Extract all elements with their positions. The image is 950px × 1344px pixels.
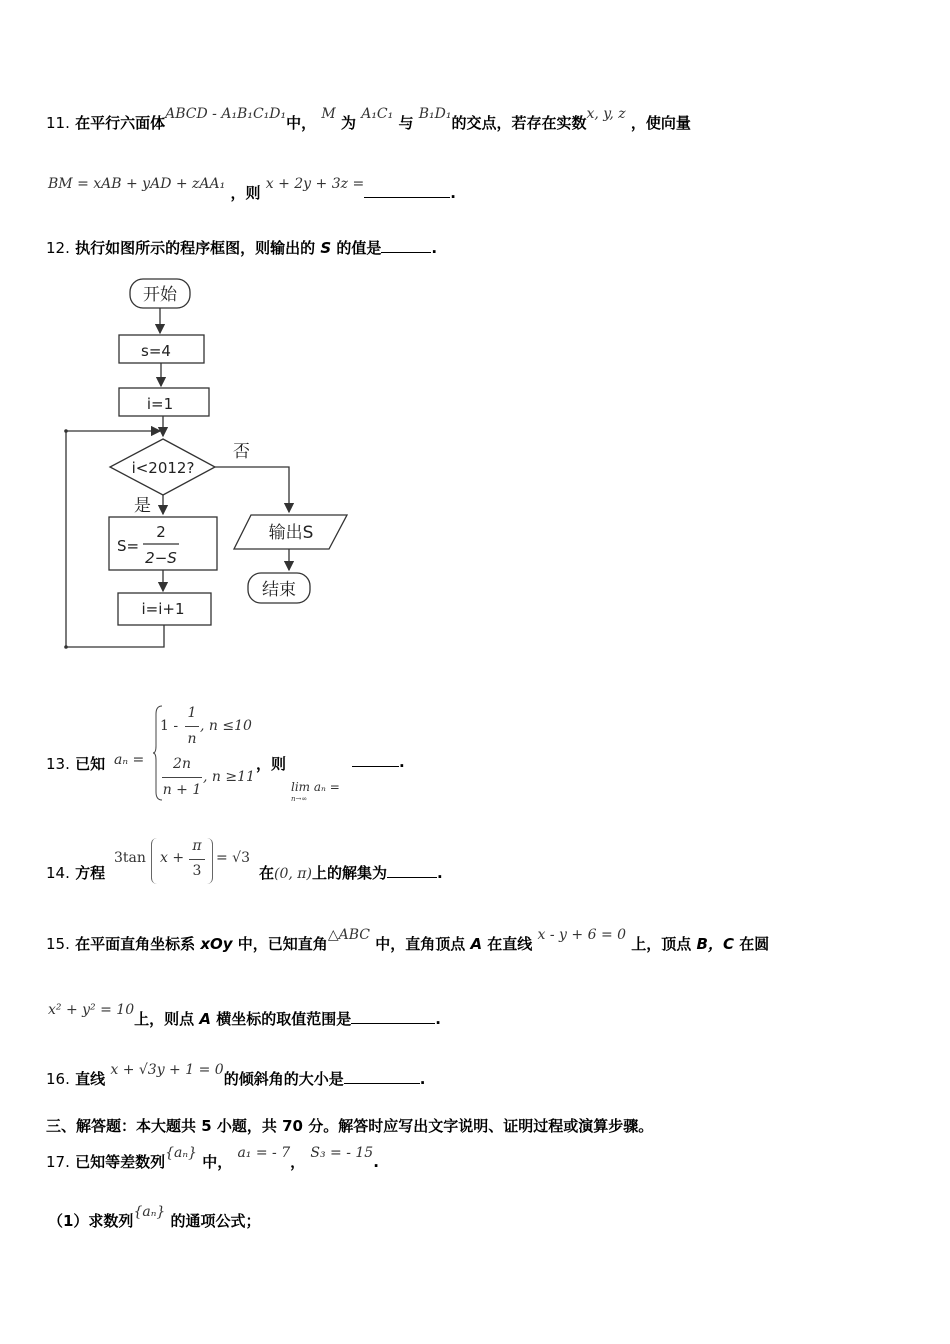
q17-line	[46, 1145, 379, 1172]
q12-text: 的值是	[336, 239, 382, 257]
q13-case2-cond: , n ≥11	[203, 769, 255, 785]
q15-number: 15.	[46, 935, 70, 953]
q15-line2	[48, 1002, 441, 1029]
q11-vector-eq: BM = xAB + yAD + zAA₁	[48, 176, 226, 192]
q17-part1	[48, 1204, 261, 1231]
q11-text: 为	[340, 114, 356, 132]
q14-tail	[259, 862, 443, 883]
q17-text: ，	[290, 1153, 306, 1171]
q14-x: x +	[160, 850, 185, 866]
q13-text: ，则	[256, 755, 287, 773]
no-label: 否	[233, 442, 250, 462]
q11-line2	[48, 176, 456, 203]
q15-text: 在圆	[739, 935, 770, 953]
fraction-numerator: 2	[156, 523, 166, 541]
answer-blank	[387, 865, 437, 878]
period: .	[399, 753, 405, 771]
q11-diagonal-1: A₁C₁	[361, 106, 394, 122]
q15-text: 在直线	[487, 935, 533, 953]
q11-text: 在平行六面体	[75, 114, 166, 132]
answer-blank	[352, 754, 399, 767]
q13-case1-num: 1	[187, 705, 197, 721]
period: .	[435, 1010, 441, 1028]
q17-text: 已知等差数列	[75, 1153, 166, 1171]
q11-text: 中，	[286, 114, 317, 132]
increment-label: i=i+1	[141, 600, 185, 618]
q11-expression: x + 2y + 3z =	[265, 176, 365, 192]
q14-text: 上的解集为	[311, 864, 387, 882]
q14-interval: (0, π)	[274, 866, 312, 882]
q11-solid: ABCD - A₁B₁C₁D₁	[165, 106, 287, 122]
q17-sequence: {aₙ}	[165, 1145, 197, 1161]
q15-text: 横坐标的取值范围是	[216, 1010, 352, 1028]
q17-text: 中，	[202, 1153, 233, 1171]
q17-a1: a₁ = - 7	[237, 1145, 291, 1161]
start-label: 开始	[143, 285, 177, 305]
fraction-bar	[189, 859, 205, 860]
yes-label: 是	[134, 496, 151, 516]
q16-number: 16.	[46, 1070, 70, 1088]
q13-limit: lim aₙ =	[291, 780, 340, 794]
q15-text: 中，直角顶点	[375, 935, 466, 953]
q17-part1-label: （1）求数列	[48, 1212, 134, 1230]
condition-label: i<2012?	[131, 459, 195, 477]
q13-an: aₙ =	[114, 752, 145, 768]
q11-diagonal-2: B₁D₁	[418, 106, 452, 122]
q13-case1-a: 1 -	[160, 718, 179, 734]
q14-rhs: = √3	[216, 850, 251, 866]
q15-text: 上，则点	[134, 1010, 195, 1028]
q12-number: 12.	[46, 239, 70, 257]
fraction-denominator: 2−S	[145, 549, 177, 567]
q17-s3: S₃ = - 15	[310, 1145, 374, 1161]
q17-number: 17.	[46, 1153, 70, 1171]
q14-text: 方程	[75, 864, 106, 882]
q11-text: ，则	[230, 184, 261, 202]
q17-part1-sequence: {aₙ}	[133, 1204, 166, 1220]
q12-text: 执行如图所示的程序框图，则输出的	[75, 239, 316, 257]
answer-blank	[364, 185, 450, 198]
output-label: 输出S	[268, 523, 314, 543]
q11-text: 的交点，若存在实数	[451, 114, 587, 132]
q14-pi-den: 3	[192, 863, 202, 879]
answer-blank	[351, 1011, 435, 1024]
q15-text: 上，顶点	[631, 935, 692, 953]
q15-triangle: △ABC	[327, 927, 370, 943]
answer-blank	[344, 1071, 420, 1084]
q14-number: 14.	[46, 864, 70, 882]
q15-a: A	[199, 1010, 211, 1028]
q16-line-eq: x + √3y + 1 = 0	[110, 1062, 224, 1078]
q13-case2-num: 2n	[173, 756, 191, 772]
q13-case1-den: n	[187, 731, 197, 747]
period: .	[419, 1070, 426, 1088]
period: .	[431, 239, 438, 257]
flowchart	[60, 273, 360, 653]
q13-then	[256, 753, 286, 774]
q15-text: 中，已知直角	[237, 935, 328, 953]
right-paren	[206, 838, 213, 884]
q11-text: 与	[398, 114, 414, 132]
q13-line	[46, 753, 105, 774]
q15-line1	[46, 927, 770, 954]
q11-text: ，使向量	[630, 114, 691, 132]
q13-number: 13.	[46, 755, 70, 773]
q15-circle-eq: x² + y² = 10	[48, 1002, 135, 1018]
q12-s: S	[320, 239, 332, 257]
fraction-bar	[162, 777, 202, 778]
q15-text: 在平面直角坐标系	[75, 935, 196, 953]
q17-part1-text: 的通项公式；	[170, 1212, 261, 1230]
q16-line	[46, 1062, 426, 1089]
section-3-heading: 三、解答题：本大题共 5 小题，共 70 分。解答时应写出文字说明、证明过程或演算步骤。	[46, 1117, 654, 1135]
end-label: 结束	[262, 580, 296, 600]
period: .	[436, 864, 443, 882]
q11-point-m: M	[321, 106, 336, 122]
q11-number: 11.	[46, 114, 70, 132]
q13-blank	[352, 753, 405, 771]
q14-text: 在	[259, 864, 275, 882]
q15-xoy: xOy	[200, 935, 233, 953]
q14-pi-num: π	[192, 838, 202, 854]
q11-line1	[46, 106, 691, 133]
q13-limit-sub: n→∞	[291, 795, 308, 803]
q15-bc: B，C	[696, 935, 734, 953]
q13-case2-den: n + 1	[162, 782, 202, 798]
answer-blank	[381, 240, 431, 253]
q13-case1-cond: , n ≤10	[200, 718, 252, 734]
q11-vars: x, y, z	[586, 106, 626, 122]
q13-text: 已知	[75, 755, 106, 773]
period: .	[373, 1153, 379, 1171]
fraction-bar	[185, 726, 199, 727]
q15-line-eq: x - y + 6 = 0	[537, 927, 627, 943]
q14-tan: 3tan	[114, 850, 146, 866]
q15-a: A	[470, 935, 483, 953]
period: .	[450, 184, 456, 202]
left-paren	[151, 838, 158, 884]
q16-text: 的倾斜角的大小是	[223, 1070, 344, 1088]
q16-text: 直线	[75, 1070, 106, 1088]
init-s-label: s=4	[141, 342, 171, 360]
assign-s-label: S=	[117, 537, 140, 555]
q14-line	[46, 862, 105, 883]
q12-line	[46, 237, 437, 258]
init-i-label: i=1	[146, 395, 174, 413]
